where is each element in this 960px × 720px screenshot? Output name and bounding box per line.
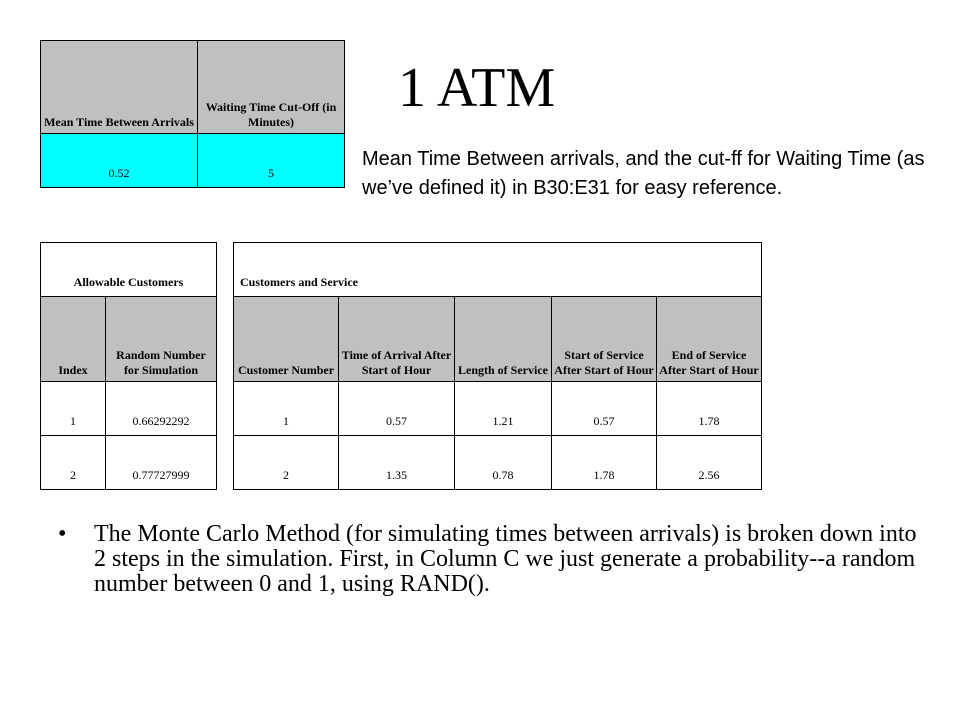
slide-title: 1 ATM	[398, 57, 556, 119]
service-start-cell: 1.78	[552, 436, 657, 490]
col-header-random-number: Random Number for Simulation	[106, 297, 217, 382]
arrival-time-cell: 0.57	[339, 382, 455, 436]
table-row	[41, 436, 762, 490]
col-header-service-length: Length of Service	[455, 297, 552, 382]
reference-note: Mean Time Between arrivals, and the cut-ff for Waiting Time (as we’ve defined it) in B30:E31 for easy reference.	[362, 148, 925, 199]
service-end-cell: 2.56	[657, 436, 762, 490]
customer-number-cell: 2	[234, 436, 339, 490]
bullet-point	[58, 522, 928, 597]
random-number-cell: 0.77727999	[106, 436, 217, 490]
col-header-service-start: Start of Service After Start of Hour	[552, 297, 657, 382]
index-cell: 2	[41, 436, 106, 490]
col-header-index: Index	[41, 297, 106, 382]
parameters-table	[40, 40, 345, 188]
customers-service-heading: Customers and Service	[234, 243, 762, 297]
service-end-cell: 1.78	[657, 382, 762, 436]
table-row	[41, 382, 762, 436]
random-number-cell: 0.66292292	[106, 382, 217, 436]
service-start-cell: 0.57	[552, 382, 657, 436]
simulation-table	[40, 242, 762, 490]
service-length-cell: 0.78	[455, 436, 552, 490]
col-header-customer-number: Customer Number	[234, 297, 339, 382]
index-cell: 1	[41, 382, 106, 436]
arrival-time-cell: 1.35	[339, 436, 455, 490]
cutoff-value: 5	[198, 134, 345, 188]
bullet-icon: •	[58, 521, 67, 547]
cutoff-header: Waiting Time Cut-Off (in Minutes)	[198, 41, 345, 134]
mean-time-header: Mean Time Between Arrivals	[41, 41, 198, 134]
allowable-customers-heading: Allowable Customers	[41, 243, 217, 297]
col-header-service-end: End of Service After Start of Hour	[657, 297, 762, 382]
bullet-text: The Monte Carlo Method (for simulating times between arrivals) is broken down into 2 steps in the simulation. First, in Column C we just generate a probability--a random number between 0 and 1, using RAND().	[94, 521, 917, 597]
mean-time-value: 0.52	[41, 134, 198, 188]
col-header-arrival-time: Time of Arrival After Start of Hour	[339, 297, 455, 382]
customer-number-cell: 1	[234, 382, 339, 436]
service-length-cell: 1.21	[455, 382, 552, 436]
